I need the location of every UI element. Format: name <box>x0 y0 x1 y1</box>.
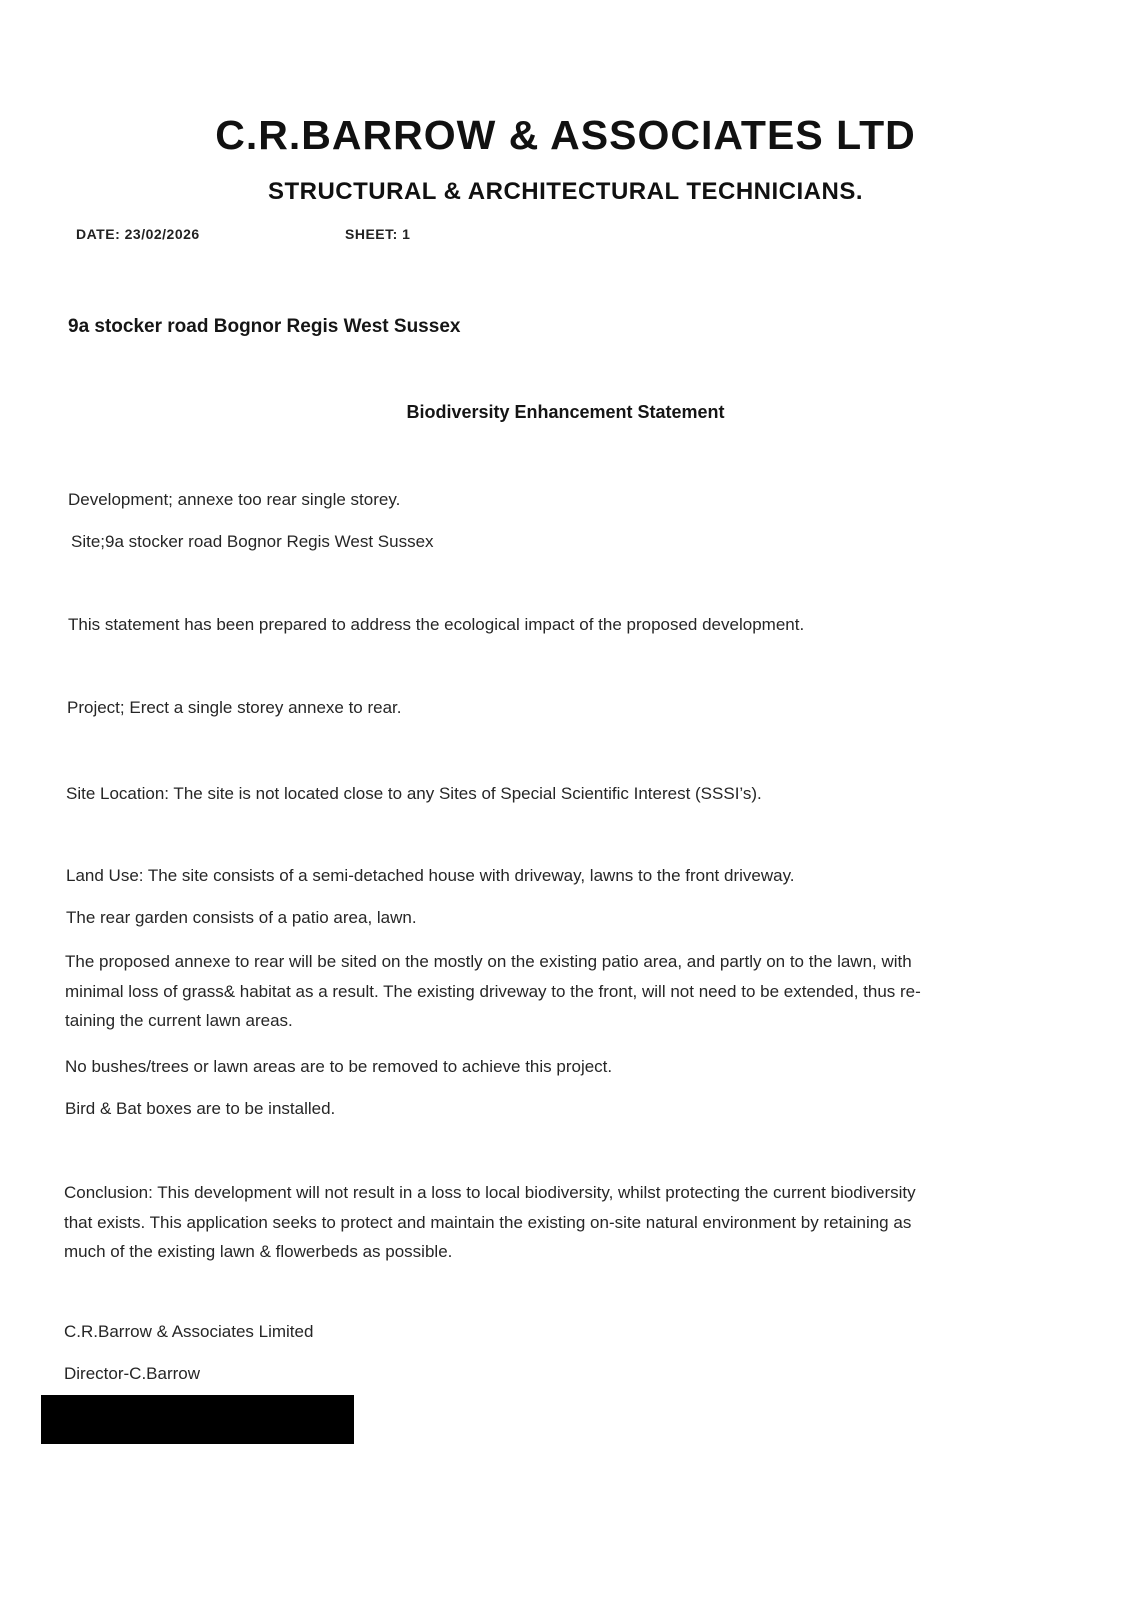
project-paragraph: Project; Erect a single storey annexe to rear. <box>67 698 402 717</box>
bird-bat-boxes-paragraph: Bird & Bat boxes are to be installed. <box>65 1099 336 1118</box>
text-line: minimal loss of grass& habitat as a result. The existing driveway to the front, will not need to be extended, thus re- <box>65 981 921 1001</box>
signature-company: C.R.Barrow & Associates Limited <box>64 1322 314 1341</box>
conclusion-paragraph <box>64 1178 1044 1267</box>
text-line: much of the existing lawn & flowerbeds as possible. <box>64 1242 453 1261</box>
text-line: taining the current lawn areas. <box>65 1011 293 1030</box>
site-line: Site;9a stocker road Bognor Regis West Sussex <box>71 532 434 551</box>
document-date: DATE: 23/02/2026 <box>76 226 200 242</box>
rear-garden-paragraph: The rear garden consists of a patio area, lawn. <box>66 908 417 927</box>
text-line: The proposed annexe to rear will be sited on the mostly on the existing patio area, and partly on to the lawn, with <box>65 952 912 971</box>
intro-paragraph: This statement has been prepared to address the ecological impact of the proposed development. <box>68 615 805 634</box>
signature-director: Director-C.Barrow <box>64 1364 201 1383</box>
redacted-signature-block <box>41 1395 354 1444</box>
site-location-paragraph: Site Location: The site is not located close to any Sites of Special Scientific Interest (SSSI’s). <box>66 784 762 803</box>
sheet-number: SHEET: 1 <box>345 226 411 242</box>
no-removal-paragraph: No bushes/trees or lawn areas are to be removed to achieve this project. <box>65 1057 613 1076</box>
text-line: that exists. This application seeks to protect and maintain the existing on-site natural environment by retaining as <box>64 1212 912 1232</box>
company-name: C.R.BARROW & ASSOCIATES LTD <box>215 112 916 158</box>
development-line: Development; annexe too rear single storey. <box>68 490 401 509</box>
site-address-heading: 9a stocker road Bognor Regis West Sussex <box>68 316 461 337</box>
proposed-annexe-paragraph <box>65 947 1045 1036</box>
land-use-paragraph: Land Use: The site consists of a semi-detached house with driveway, lawns to the front driveway. <box>66 866 795 885</box>
text-line: Conclusion: This development will not result in a loss to local biodiversity, whilst protecting the current biodiversity <box>64 1183 916 1202</box>
company-subtitle: STRUCTURAL & ARCHITECTURAL TECHNICIANS. <box>267 178 864 205</box>
document-title: Biodiversity Enhancement Statement <box>406 402 725 422</box>
